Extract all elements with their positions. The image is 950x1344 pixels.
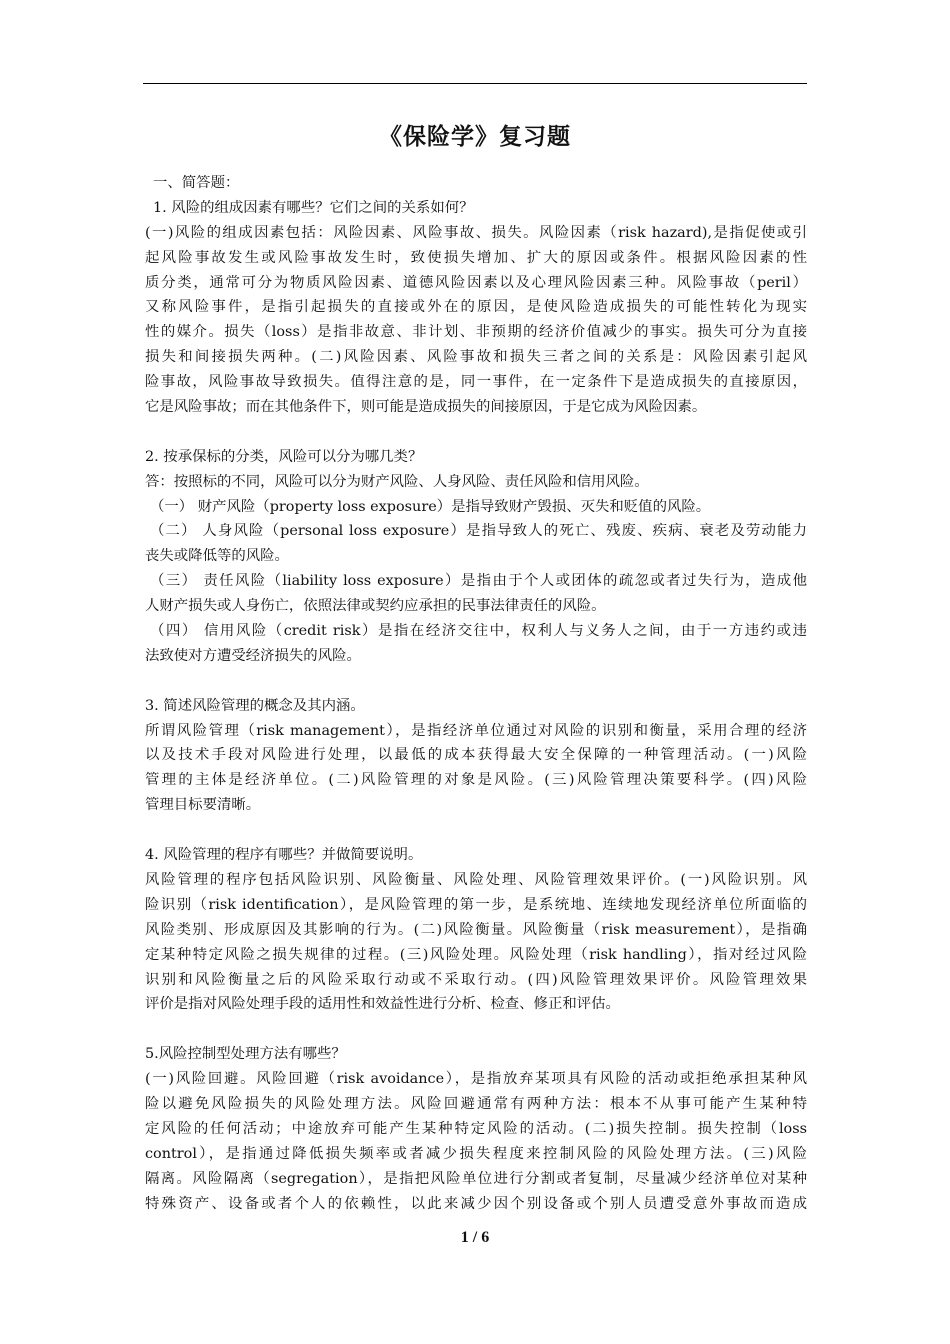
paragraph-line: 特殊资产、设备或者个人的依赖性，以此来减少因个别设备或个别人员遭受意外事故而造成 <box>145 1195 807 1212</box>
paragraph-line: 险识别（risk identification），是风险管理的第一步，是系统地、连续地发现经济单位所面临的 <box>145 896 807 913</box>
section-heading: 一、简答题： <box>153 175 240 191</box>
blank-line <box>145 669 807 694</box>
paragraph-line: 隔离。风险隔离（segregation），是指把风险单位进行分割或者复制，尽量减少经济单位对某种 <box>145 1170 807 1187</box>
paragraph-line: (一)风险回避。风险回避（risk avoidance），是指放弃某项具有风险的活动或拒绝承担某种风 <box>145 1071 807 1088</box>
paragraph-line: 管理的主体是经济单位。(二)风险管理的对象是风险。(三)风险管理决策要科学。(四)风险 <box>145 772 807 789</box>
question-heading: 4. 风险管理的程序有哪些？并做简要说明。 <box>145 847 423 864</box>
list-item-line: （四） 信用风险（credit risk）是指在经济交往中，权利人与义务人之间，由于一方违约或违 <box>150 623 807 640</box>
list-item-line: 丧失或降低等的风险。 <box>145 548 289 565</box>
blank-line <box>145 420 807 445</box>
question-heading: 2. 按承保标的分类，风险可以分为哪几类？ <box>145 448 423 465</box>
paragraph-line: 风险管理的程序包括风险识别、风险衡量、风险处理、风险管理效果评价。(一)风险识别。风 <box>145 871 807 888</box>
question-heading: 5.风险控制型处理方法有哪些？ <box>145 1046 346 1063</box>
question-heading: 3. 简述风险管理的概念及其内涵。 <box>145 697 365 714</box>
list-item-line: （二） 人身风险（personal loss exposure）是指导致人的死亡、残废、疾病、衰老及劳动能力 <box>150 523 807 540</box>
paragraph-line: 以及技术手段对风险进行处理，以最低的成本获得最大安全保障的一种管理活动。(一)风险 <box>145 747 807 764</box>
header-rule <box>143 83 807 84</box>
blank-line <box>145 818 807 843</box>
list-item-line: 法致使对方遭受经济损失的风险。 <box>145 647 361 664</box>
list-item-line: （一） 财产风险（property loss exposure）是指导致财产毁损、灭失和贬值的风险。 <box>150 498 711 515</box>
paragraph-line: 损失和间接损失两种。(二)风险因素、风险事故和损失三者之间的关系是：风险因素引起风 <box>145 349 807 366</box>
page-title: 《保险学》复习题 <box>379 123 571 150</box>
paragraph-line: 险以避免风险损失的风险处理方法。风险回避通常有两种方法：根本不从事可能产生某种特 <box>145 1095 807 1112</box>
paragraph-line: 质分类，通常可分为物质风险因素、道德风险因素以及心理风险因素三种。风险事故（peril） <box>145 274 807 291</box>
paragraph-line: 评价是指对风险处理手段的适用性和效益性进行分析、检查、修正和评估。 <box>145 996 620 1013</box>
question-heading: 1. 风险的组成因素有哪些？它们之间的关系如何？ <box>153 199 474 216</box>
paragraph-line: 性的媒介。损失（loss）是指非故意、非计划、非预期的经济价值减少的事实。损失可分为直接 <box>145 324 807 341</box>
paragraph-line: 又称风险事件，是指引起损失的直接或外在的原因，是使风险造成损失的可能性转化为现实 <box>145 299 807 316</box>
paragraph-line: 风险类别、形成原因及其影响的行为。(二)风险衡量。风险衡量（risk measurement），是指确 <box>145 921 807 938</box>
blank-line <box>145 1017 807 1042</box>
paragraph-line: 管理目标要清晰。 <box>145 797 261 814</box>
paragraph-line: 险事故，风险事故导致损失。值得注意的是，同一事件，在一定条件下是造成损失的直接原因， <box>145 374 807 391</box>
paragraph-line: 所谓风险管理（risk management），是指经济单位通过对风险的识别和衡量，采用合理的经济 <box>145 722 807 739</box>
paragraph-line: (一)风险的组成因素包括：风险因素、风险事故、损失。风险因素（risk hazard),是指促使或引 <box>145 224 807 241</box>
paragraph-line: 定风险的任何活动；中途放弃可能产生某种特定风险的活动。(二)损失控制。损失控制（loss <box>145 1120 807 1137</box>
paragraph-line: 定某种特定风险之损失规律的过程。(三)风险处理。风险处理（risk handling），指对经过风险 <box>145 946 807 963</box>
paragraph-line: 识别和风险衡量之后的风险采取行动或不采取行动。(四)风险管理效果评价。风险管理效果 <box>145 971 807 988</box>
paragraph-line: 它是风险事故；而在其他条件下，则可能是造成损失的间接原因，于是它成为风险因素。 <box>145 399 707 416</box>
paragraph-line: 起风险事故发生或风险事故发生时，致使损失增加、扩大的原因或条件。根据风险因素的性 <box>145 249 807 266</box>
document-body <box>145 171 807 1216</box>
page-number: 1 / 6 <box>460 1229 490 1246</box>
paragraph-line: control），是指通过降低损失频率或者减少损失程度来控制风险的风险处理方法。(三)风险 <box>145 1145 807 1162</box>
list-item-line: 人财产损失或人身伤亡，依照法律或契约应承担的民事法律责任的风险。 <box>145 598 606 615</box>
paragraph-line: 答：按照标的不同，风险可以分为财产风险、人身风险、责任风险和信用风险。 <box>145 473 649 490</box>
list-item-line: （三） 责任风险（liability loss exposure）是指由于个人或团体的疏忽或者过失行为，造成他 <box>150 573 807 590</box>
